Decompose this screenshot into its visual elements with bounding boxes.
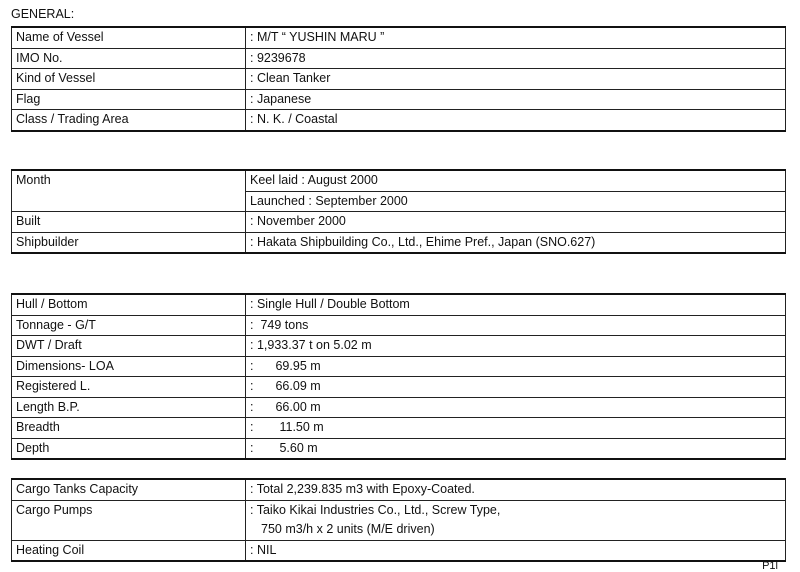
value-name-of-vessel: : M/T “ YUSHIN MARU ” [246,27,786,48]
table-row [12,438,786,459]
value-hull-bottom: : Single Hull / Double Bottom [246,294,786,315]
value-cargo-pumps [246,500,786,540]
label-month: Month [12,170,246,191]
table-row [12,232,786,253]
value-dimensions-loa: : 69.95 m [246,356,786,377]
label-cargo-pumps: Cargo Pumps [12,500,246,540]
label-dwt-draft: DWT / Draft [12,336,246,357]
value-flag: : Japanese [246,89,786,110]
label-hull-bottom: Hull / Bottom [12,294,246,315]
general-table [11,26,786,132]
table-row [12,191,786,212]
value-heating-coil: : NIL [246,540,786,561]
value-length-bp: : 66.00 m [246,397,786,418]
label-flag: Flag [12,89,246,110]
label-depth: Depth [12,438,246,459]
value-keel-laid: Keel laid : August 2000 [246,170,786,191]
table-row [12,315,786,336]
table-row [12,110,786,131]
label-registered-l: Registered L. [12,377,246,398]
label-imo-no: IMO No. [12,48,246,69]
table-row [12,212,786,233]
table-row [12,89,786,110]
value-breadth: : 11.50 m [246,418,786,439]
value-class-trading-area: : N. K. / Coastal [246,110,786,131]
value-imo-no: : 9239678 [246,48,786,69]
value-depth: : 5.60 m [246,438,786,459]
table-row [12,418,786,439]
label-breadth: Breadth [12,418,246,439]
table-row [12,356,786,377]
section-heading-general: GENERAL: [11,7,75,21]
value-cargo-tanks-capacity: : Total 2,239.835 m3 with Epoxy-Coated. [246,479,786,500]
table-row [12,397,786,418]
label-heating-coil: Heating Coil [12,540,246,561]
table-row [12,500,786,540]
table-row [12,540,786,561]
cargo-table [11,478,786,562]
table-row [12,27,786,48]
label-class-trading-area: Class / Trading Area [12,110,246,131]
label-name-of-vessel: Name of Vessel [12,27,246,48]
label-shipbuilder: Shipbuilder [12,232,246,253]
table-row [12,170,786,191]
value-built: : November 2000 [246,212,786,233]
page-number: P1l [762,560,778,572]
build-table [11,169,786,254]
label-length-bp: Length B.P. [12,397,246,418]
table-row [12,48,786,69]
table-row [12,377,786,398]
table-row [12,69,786,90]
label-month-continued [12,191,246,212]
label-dimensions-loa: Dimensions- LOA [12,356,246,377]
label-built: Built [12,212,246,233]
value-launched: Launched : September 2000 [246,191,786,212]
label-cargo-tanks-capacity: Cargo Tanks Capacity [12,479,246,500]
table-row [12,294,786,315]
value-cargo-pumps-line-2: 750 m3/h x 2 units (M/E driven) [261,521,435,536]
value-kind-of-vessel: : Clean Tanker [246,69,786,90]
label-tonnage: Tonnage - G/T [12,315,246,336]
value-cargo-pumps-line-1: : Taiko Kikai Industries Co., Ltd., Screw Type, [250,502,501,517]
table-row [12,336,786,357]
label-kind-of-vessel: Kind of Vessel [12,69,246,90]
value-tonnage: : 749 tons [246,315,786,336]
hull-table [11,293,786,460]
value-dwt-draft: : 1,933.37 t on 5.02 m [246,336,786,357]
value-shipbuilder: : Hakata Shipbuilding Co., Ltd., Ehime Pref., Japan (SNO.627) [246,232,786,253]
table-row [12,479,786,500]
value-registered-l: : 66.09 m [246,377,786,398]
